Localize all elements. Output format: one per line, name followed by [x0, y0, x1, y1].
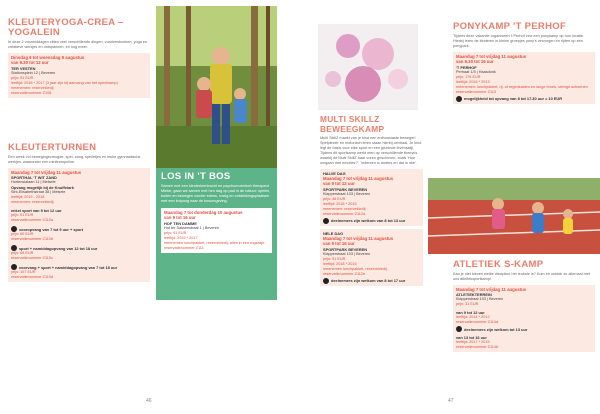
info-heading: Dinsdag 6 tot woensdag 9 augustus [11, 55, 85, 60]
info-heading: Maandag 7 tot vrijdag 11 augustus [323, 235, 394, 241]
slot-1-res: reservatienummer Z114a [456, 320, 499, 325]
multiskillz-title: MULTI SKILLZ BEWEEGKAMP [320, 114, 385, 134]
option-2-res: reservatienummer Z110b [11, 237, 54, 242]
option-2-price: prijs: 60 EUR [11, 232, 34, 237]
info-heading: Maandag 7 tot vrijdag 11 augustus [456, 287, 527, 292]
slot-1-note: deelnemers zijn welkom tot 13 uur [464, 326, 528, 332]
info-heading: Maandag 7 tot vrijdag 11 augustus [11, 170, 82, 175]
info-heading: Maandag 7 tot vrijdag 11 augustus [323, 176, 394, 181]
info-org: 'T PERHOF [456, 64, 477, 70]
slot-2-res: reservatienummer Z114b [456, 345, 499, 350]
kleuterturnen-body: Een week vol bewegingsvreugde, spel, zang, spelletjes en leuke gymnastische werkjes, waaronder een minitrampoline. [8, 155, 141, 164]
info-age: leeftijd: 2018 * 2015 [323, 261, 357, 266]
ponykamp-section [453, 22, 595, 104]
option-3-res: reservatienummer Z110c [11, 256, 53, 261]
option-4-res: reservatienummer Z110d [11, 275, 54, 280]
kleuteryoga-info-box [8, 53, 150, 98]
atletiek-title: ATLETIEK S-KAMP [453, 259, 544, 270]
ponykamp-body: Tijdens deze vakantie organiseert 't Perhof vzw een ponykamp op hun locatie. Hierbij leren de kinderen in kleine groepjes pony's verzorgen en rijden op een ponypark. [453, 34, 585, 48]
info-reservation: reservatienummer Z111 [164, 245, 204, 250]
info-time: van 9 tot 12 uur [323, 181, 355, 187]
info-time: van 9.30 tot 12 uur [11, 60, 49, 66]
ponykamp-info-box [453, 52, 595, 104]
info-note: deelnemers zijn welkom van 8 tot 17 uur [331, 278, 406, 284]
option-1-res: reservatienummer Z110a [11, 218, 54, 223]
kleuteryoga-body: In deze 2 voormiddagen zitten veel verschillende dingen, voorleesboeken, yoga en creatieve werkjes en ontspannen, en nog meer. [8, 40, 148, 49]
info-org: SPORTPARK BEVEREN [323, 246, 368, 252]
info-address: Stationsplein 12 | Beveren [11, 70, 56, 75]
bus-icon [456, 96, 462, 102]
info-note: deelnemers zijn welkom van 8 tot 13 uur [331, 218, 406, 224]
info-reservation: reservatienummer Z108 [11, 90, 52, 95]
info-org: SPORTPARK BEVEREN [323, 186, 368, 192]
info-label: HALVE DAG [323, 171, 346, 176]
info-heading: Maandag 7 tot vrijdag 11 augustus [456, 54, 527, 59]
info-extra: meenemen lunchpakket, reservekledij, alles in een rugzakje [164, 240, 265, 245]
kleuteryoga-title: KLEUTERYOGA-CREA – YOGALEIN [8, 17, 124, 38]
info-address-2: Sint-Elisabethstraat 38 | Melsele [11, 190, 66, 195]
info-label: NELE DAG [323, 230, 344, 236]
slot-1-time: van 9 tot 12 uur [456, 310, 485, 316]
info-price: prijs: 51 EUR [11, 75, 34, 80]
info-reservation: reservatienummer Z112b [323, 271, 366, 276]
info-price: prijs: 176 EUR [456, 74, 481, 79]
info-heading: Maandag 7 tot donderdag 10 augustus [164, 210, 243, 215]
ponykamp-title: PONYKAMP 'T PERHOF [453, 21, 567, 32]
info-note: mogelijkheid tot opvang van 8 tot 17.30 uur = 10 EUR [464, 96, 563, 102]
atletiek-info-box [453, 285, 595, 352]
losin-section [156, 168, 277, 300]
info-age: leeftijd: 2018 * 2013 [456, 79, 490, 84]
athletics-photo [428, 178, 600, 254]
info-time: van 9.30 tot 16 uur [456, 59, 494, 65]
kleuterturnen-title: KLEUTERTURNEN [8, 142, 97, 153]
info-age: leeftijd: 2019 * 2017 [164, 235, 198, 240]
option-3: sport + namiddagopvang van 12 tot 18 uur [19, 245, 98, 251]
multiskillz-section [320, 114, 423, 286]
slot-2-age: leeftijd: 2017 * 2015 [456, 340, 490, 345]
option-1: enkel sport van 9 tot 12 uur [11, 208, 62, 214]
option-1-price: prijs: 51 EUR [11, 213, 34, 218]
info-address: Hortensialaan 11 | Melsele [11, 180, 56, 185]
halve-dag-box [320, 169, 423, 226]
info-price: prijs: 91 EUR [164, 230, 187, 235]
info-org: TER VESTEN [11, 65, 36, 71]
nele-dag-box [320, 229, 423, 286]
info-price: prijs: 31 EUR [456, 302, 479, 307]
page-number-left: 46 [146, 398, 152, 404]
info-extra: meenemen lunchpakket, reservekledij [323, 266, 387, 271]
losin-body: Samen met een kleuterleerkracht en psychomotorisch therapeut Mieke, gaan we samen met hen dag op pad in de natuur: spelen, buiten en bewegen zonder stress, rustig en ontdekkingsplaatsen met een knipoog naar de bosomgeving. [161, 184, 271, 203]
info-price: prijs: 91 EUR [323, 256, 346, 261]
option-2: vooropvang van 7 tot 9 uur + sport [19, 226, 84, 232]
info-price: prijs: 48 EUR [323, 196, 346, 201]
info-age: leeftijd: 2019 - 2018 [11, 195, 45, 200]
info-extra: meenemen: lunchpakket, rij- of regenkasten en lange broek, stevige schoenen [456, 84, 588, 89]
info-address: Hof ter Saksenstraat 1 | Beveren [164, 225, 220, 230]
option-4: voorvang + sport + namiddagopvang van 7 tot 18 uur [19, 264, 118, 270]
info-time: van 9 tot 16 uur [164, 215, 196, 221]
info-extra: meenemen: reservekledij [11, 200, 54, 205]
info-org: HOF TEN DAMME [164, 220, 197, 226]
bus-icon [323, 278, 329, 284]
bus-icon [323, 218, 329, 224]
info-org: SPORTHAL 'T WIT ZAND [11, 175, 57, 181]
atletiek-body: Kan je niet kiezen welke discipline het leukste is? Kom en ontdek ze allemaal met ons atletieksportkamp! [453, 272, 590, 281]
slot-2-time: van 13 tot 16 uur [456, 335, 487, 341]
info-address: Klapperstraat 103 | Beveren [456, 297, 504, 302]
losin-info-box [161, 208, 272, 253]
option-3-price: prijs: 69 EUR [11, 251, 34, 256]
kleuteryoga-section [8, 18, 150, 98]
bubbles-photo [318, 24, 418, 110]
slot-1-age: leeftijd: 2014 * 2012 [456, 315, 490, 320]
info-extra: meenemen: reservekledij [323, 206, 366, 211]
losin-title: LOS IN 'T BOS [161, 171, 231, 182]
info-age: leeftijd: 2018 * 2017 (3 jaar zijn bij aanvang van het speelkamp) [11, 80, 118, 85]
info-age: leeftijd: 2018 * 2015 [323, 201, 357, 206]
forest-children-photo [156, 6, 277, 168]
info-org: ATLETIEKTERREIN [456, 292, 492, 298]
info-address: Klapperstraat 103 | Beveren [323, 251, 371, 256]
info-time: van 9 tot 16 uur [323, 241, 355, 247]
multiskillz-body: Multi SkillZ maakt van je kind een enthousiaste beweger! Spelplezier en motorisch leren staan hierbij centraal. Je kind legt de basis voor elke sport en een gezonde levensstijl. Tijdens dit sportkamp werkt men op verschillende thema's waarbij de Multi SkillZ naar voren geschoven, zoals 'Hoe omgaan met emoties?', 'iedereen is anders en dat is oké'. [320, 136, 422, 165]
page-number-right: 47 [448, 398, 454, 404]
atletiek-section [453, 260, 595, 352]
option-4-price: prijs: 107 EUR [11, 270, 36, 275]
kleuterturnen-section [8, 143, 150, 282]
kleuterturnen-info-box [8, 168, 150, 282]
info-extra: meenemen: reservekledij [11, 85, 54, 90]
bus-icon [456, 326, 462, 332]
info-address: Klapperstraat 103 | Beveren [323, 191, 371, 196]
info-care: Opvang mogelijk bij de Knuffelark [11, 185, 74, 191]
info-address: Perhaat 1/3 | Haasdonk [456, 69, 496, 74]
info-reservation: reservatienummer Z112a [323, 211, 366, 216]
info-reservation: reservatienummer Z113 [456, 89, 497, 94]
